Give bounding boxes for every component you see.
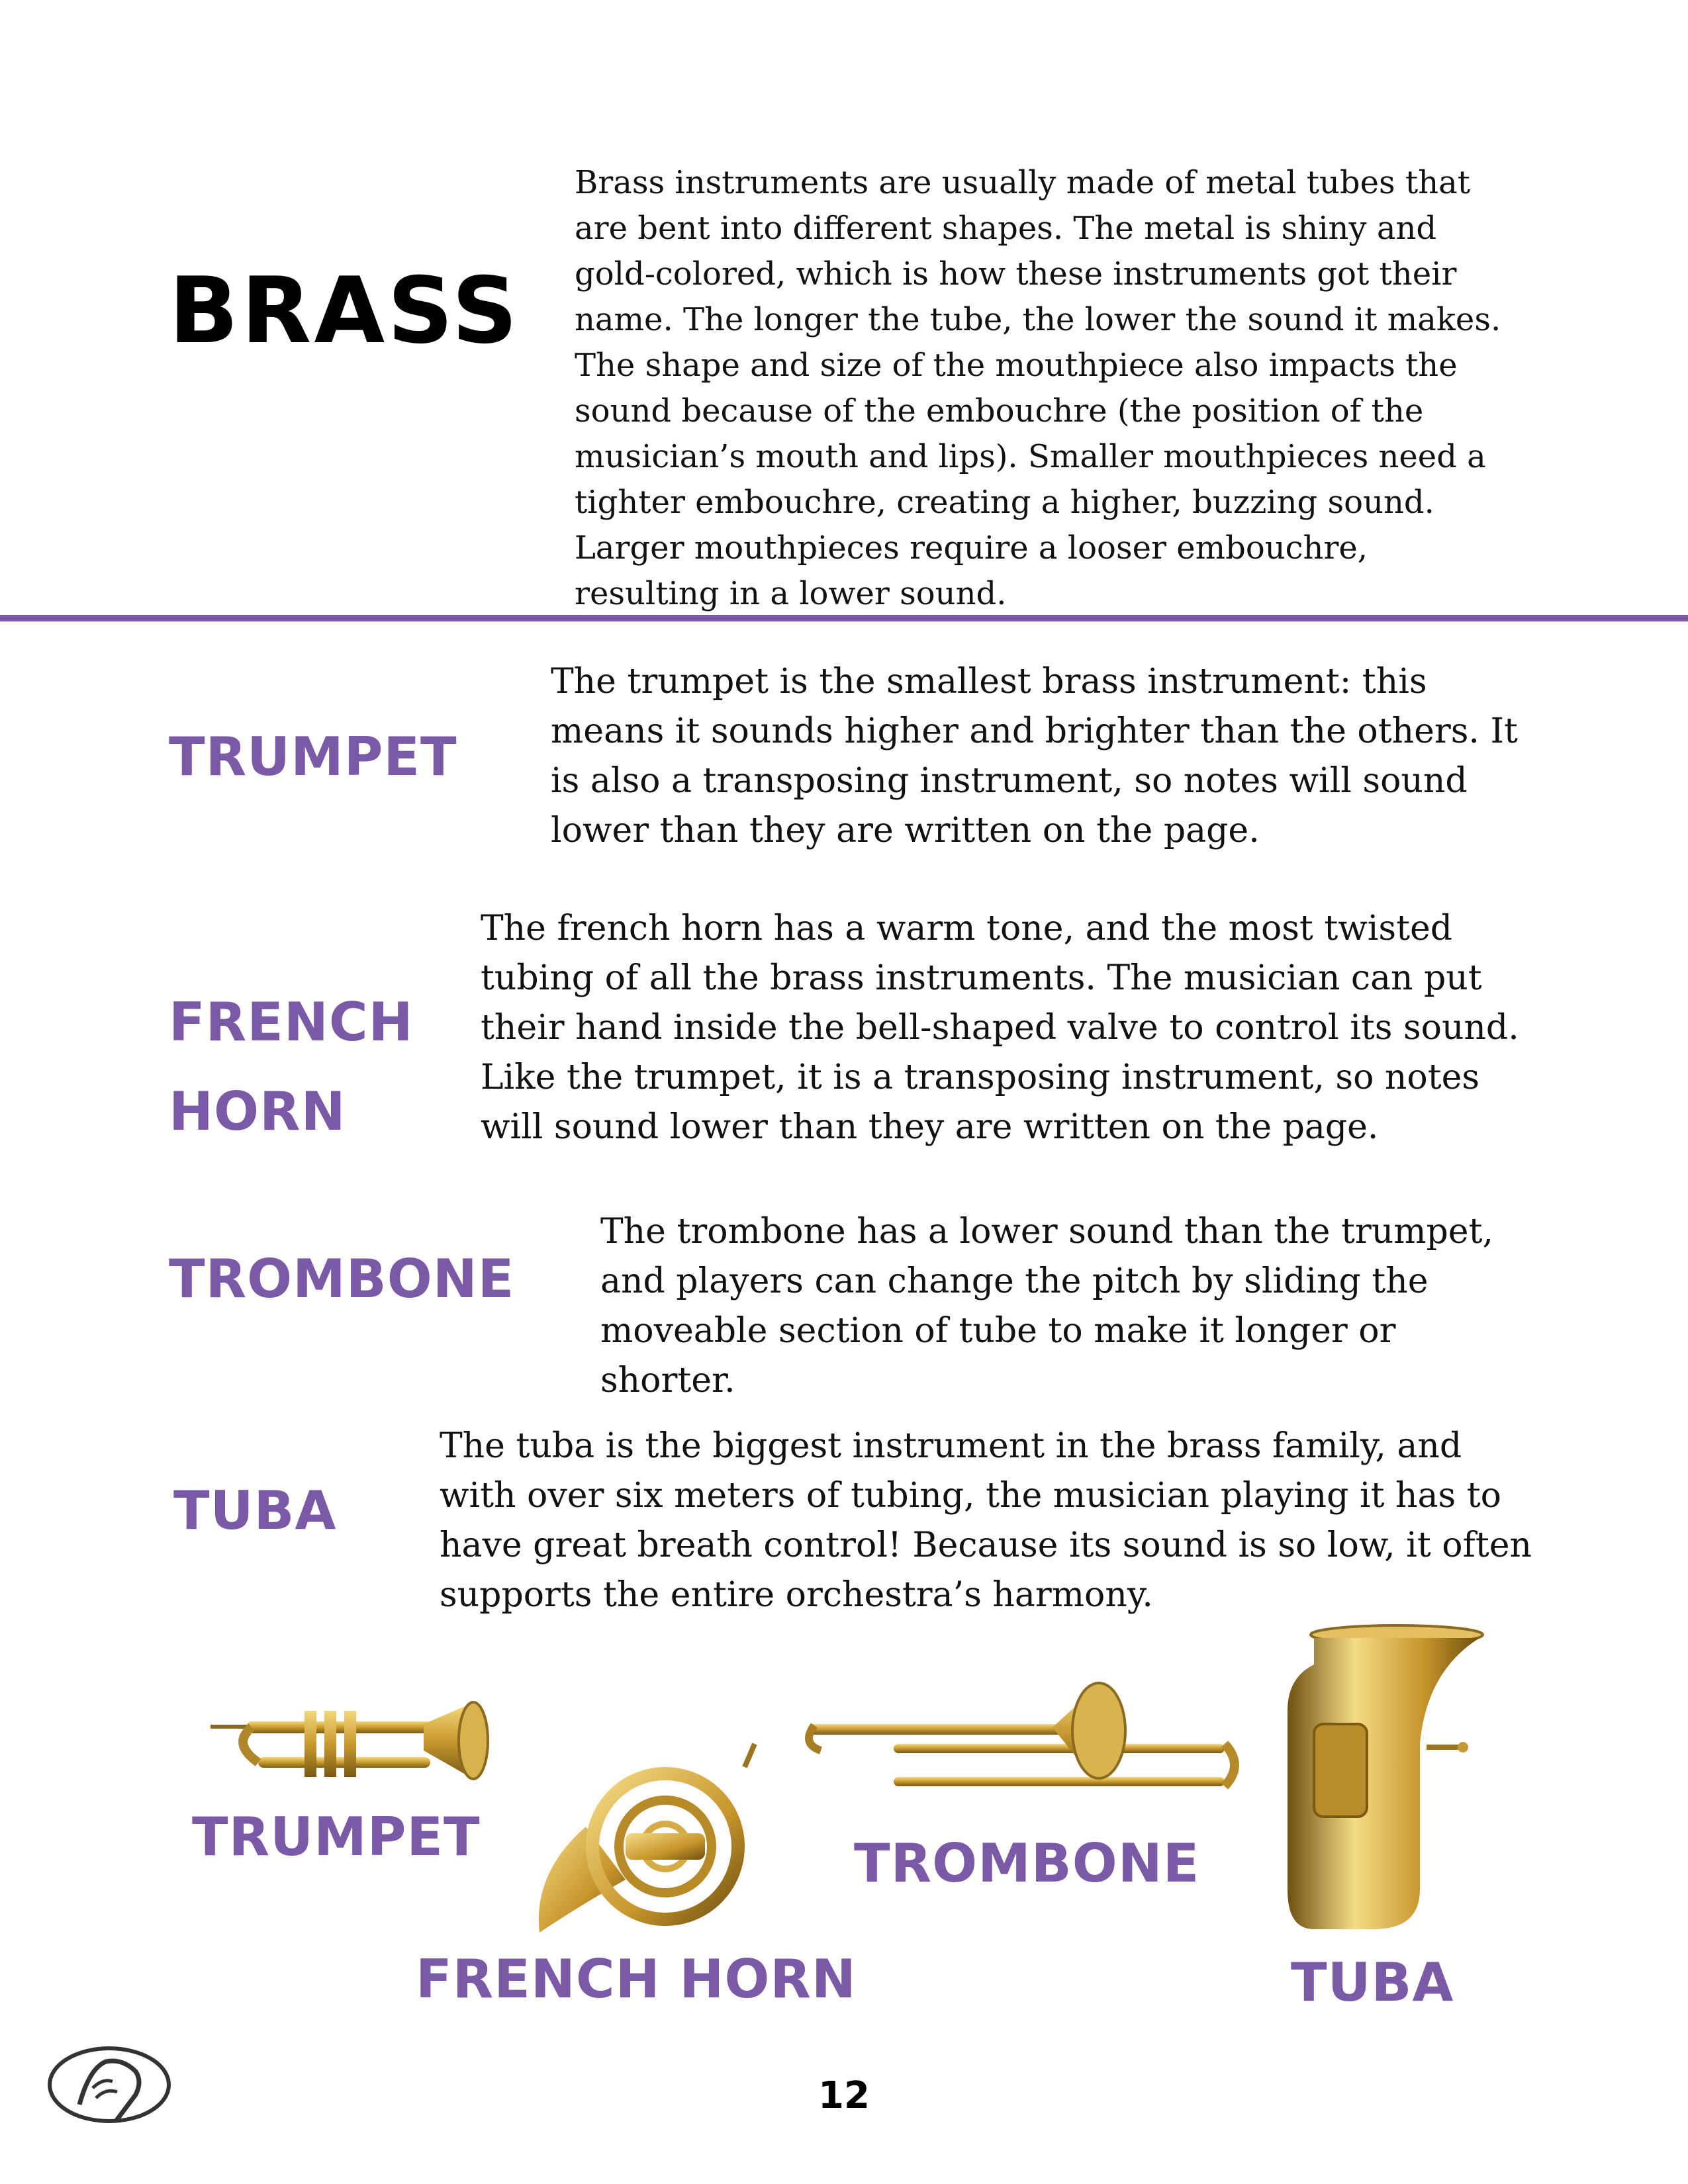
trumpet-description: The trumpet is the smallest brass instrument: this means it sounds higher and brighter than the others. It is also a transposing instrument, so notes will sound lower than they are written on the page. — [551, 662, 1518, 850]
trumpet-image-label: TRUMPET — [192, 1806, 481, 1868]
french-horn-description: The french horn has a warm tone, and the most twisted tubing of all the brass instruments. The musician can put their hand inside the bell-shaped valve to control its sound. Like the trumpet, it is a transposing instrument, so notes will sound lower than they are written on the page. — [481, 909, 1519, 1147]
french-horn-heading-line2: HORN — [169, 1081, 346, 1142]
tuba-heading: TUBA — [173, 1480, 337, 1541]
trumpet-heading: TRUMPET — [169, 726, 457, 788]
french-horn-illustration — [526, 1741, 778, 1939]
tuba-illustration — [1274, 1625, 1473, 1936]
section-divider — [0, 615, 1688, 621]
french-horn-heading-line1: FRENCH — [169, 991, 414, 1053]
publisher-logo-icon — [43, 2042, 175, 2128]
french-horn-heading — [169, 978, 414, 1156]
trombone-image-label: TROMBONE — [854, 1833, 1200, 1894]
trombone-illustration — [801, 1678, 1238, 1830]
page-title: BRASS — [169, 257, 520, 364]
page-number: 12 — [818, 2074, 870, 2117]
trombone-heading: TROMBONE — [169, 1248, 515, 1310]
trumpet-illustration — [205, 1698, 503, 1803]
french-horn-image-label: FRENCH HORN — [416, 1948, 857, 2010]
intro-paragraph: Brass instruments are usually made of metal tubes that are bent into different shapes. The metal is shiny and gold-colored, which is how these instruments got their name. The longer the tube, the lower the sound it makes. The shape and size of the mouthpiece also impacts the sound because of the embouchre (the position of the musician’s mouth and lips). Smaller mouthpieces need a tighter embouchre, creating a higher, buzzing sound. Larger mouthpieces require a looser embouchre, resulting in a lower sound. — [575, 164, 1501, 612]
tuba-image-label: TUBA — [1291, 1952, 1454, 2013]
trombone-description: The trombone has a lower sound than the trumpet, and players can change the pitch by sliding the moveable section of tube to make it longer or shorter. — [600, 1212, 1494, 1400]
tuba-description: The tuba is the biggest instrument in the brass family, and with over six meters of tubing, the musician playing it has to have great breath control! Because its sound is so low, it often supports the entire orchestra’s harmony. — [440, 1426, 1532, 1615]
